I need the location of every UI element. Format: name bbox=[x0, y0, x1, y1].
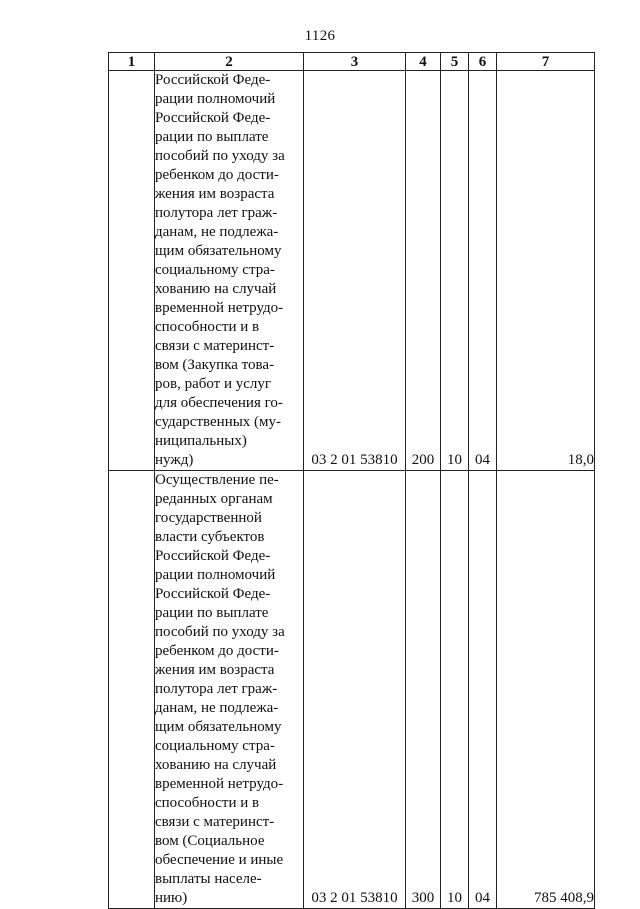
expense-name-line: полутора лет граж- bbox=[155, 205, 278, 221]
expense-name-line: реданных органам bbox=[155, 491, 273, 507]
expense-name-line: государственной bbox=[155, 510, 262, 526]
expense-type-cell: 200 bbox=[406, 71, 441, 471]
expense-name-line: ров, работ и услуг bbox=[155, 376, 272, 392]
row-number-cell bbox=[109, 471, 155, 909]
amount-cell: 18,0 bbox=[497, 71, 595, 471]
expense-name-line: ниципальных) bbox=[155, 433, 247, 449]
expense-name-line: ребенком до дости- bbox=[155, 643, 279, 659]
expense-name-line: жения им возраста bbox=[155, 186, 275, 202]
header-row bbox=[109, 53, 595, 71]
subsection-cell: 04 bbox=[469, 471, 497, 909]
budget-table bbox=[108, 52, 595, 909]
column-header-1: 1 bbox=[109, 53, 155, 71]
target-code-cell: 03 2 01 53810 bbox=[304, 471, 406, 909]
expense-name-line: пособий по уходу за bbox=[155, 148, 285, 164]
expense-name-line: ребенком до дости- bbox=[155, 167, 279, 183]
expense-name-line: временной нетрудо- bbox=[155, 300, 284, 316]
expense-type-cell: 300 bbox=[406, 471, 441, 909]
expense-name-line: власти субъектов bbox=[155, 529, 265, 545]
row-number-cell bbox=[109, 71, 155, 471]
expense-name-line: сударственных (му- bbox=[155, 414, 282, 430]
target-code-cell: 03 2 01 53810 bbox=[304, 71, 406, 471]
expense-name-line: рации полномочий bbox=[155, 91, 276, 107]
expense-name-line: социальному стра- bbox=[155, 262, 275, 278]
expense-name-line: данам, не подлежа- bbox=[155, 224, 279, 240]
expense-name-line: временной нетрудо- bbox=[155, 776, 284, 792]
page-number: 1126 bbox=[304, 28, 336, 44]
expense-name-line: способности и в bbox=[155, 795, 260, 811]
expense-name-line: щим обязательному bbox=[155, 719, 282, 735]
column-header-4: 4 bbox=[406, 53, 441, 71]
expense-name-line: Российской Феде- bbox=[155, 110, 271, 126]
section-cell: 10 bbox=[441, 71, 469, 471]
expense-name-line: хованию на случай bbox=[155, 281, 277, 297]
column-header-7: 7 bbox=[497, 53, 595, 71]
column-header-2: 2 bbox=[155, 53, 304, 71]
expense-name-line: рации по выплате bbox=[155, 605, 269, 621]
table-row bbox=[109, 71, 595, 471]
expense-name-line: щим обязательному bbox=[155, 243, 282, 259]
subsection-cell: 04 bbox=[469, 71, 497, 471]
expense-name-line: вом (Социальное bbox=[155, 833, 265, 849]
column-header-3: 3 bbox=[304, 53, 406, 71]
column-header-5: 5 bbox=[441, 53, 469, 71]
expense-name-line: нужд) bbox=[155, 452, 194, 468]
expense-name-cell bbox=[155, 471, 304, 909]
expense-name-line: хованию на случай bbox=[155, 757, 277, 773]
expense-name-line: связи с материнст- bbox=[155, 814, 275, 830]
expense-name-line: Российской Феде- bbox=[155, 72, 271, 88]
expense-name-cell bbox=[155, 71, 304, 471]
expense-name-line: Российской Феде- bbox=[155, 548, 271, 564]
expense-name-line: связи с материнст- bbox=[155, 338, 275, 354]
expense-name-line: Осуществление пе- bbox=[155, 472, 279, 488]
expense-name-line: обеспечение и иные bbox=[155, 852, 284, 868]
expense-name-line: рации по выплате bbox=[155, 129, 269, 145]
expense-name-line: пособий по уходу за bbox=[155, 624, 285, 640]
expense-name-line: способности и в bbox=[155, 319, 260, 335]
amount-cell: 785 408,9 bbox=[497, 471, 595, 909]
expense-name-line: данам, не подлежа- bbox=[155, 700, 279, 716]
expense-name-line: нию) bbox=[155, 890, 188, 906]
expense-name-line: жения им возраста bbox=[155, 662, 275, 678]
expense-name-line: вом (Закупка това- bbox=[155, 357, 275, 373]
table-row bbox=[109, 471, 595, 909]
expense-name-line: Российской Феде- bbox=[155, 586, 271, 602]
expense-name-line: социальному стра- bbox=[155, 738, 275, 754]
expense-name-line: для обеспечения го- bbox=[155, 395, 283, 411]
expense-name-line: полутора лет граж- bbox=[155, 681, 278, 697]
expense-name-line: рации полномочий bbox=[155, 567, 276, 583]
expense-name-line: выплаты населе- bbox=[155, 871, 262, 887]
column-header-6: 6 bbox=[469, 53, 497, 71]
section-cell: 10 bbox=[441, 471, 469, 909]
